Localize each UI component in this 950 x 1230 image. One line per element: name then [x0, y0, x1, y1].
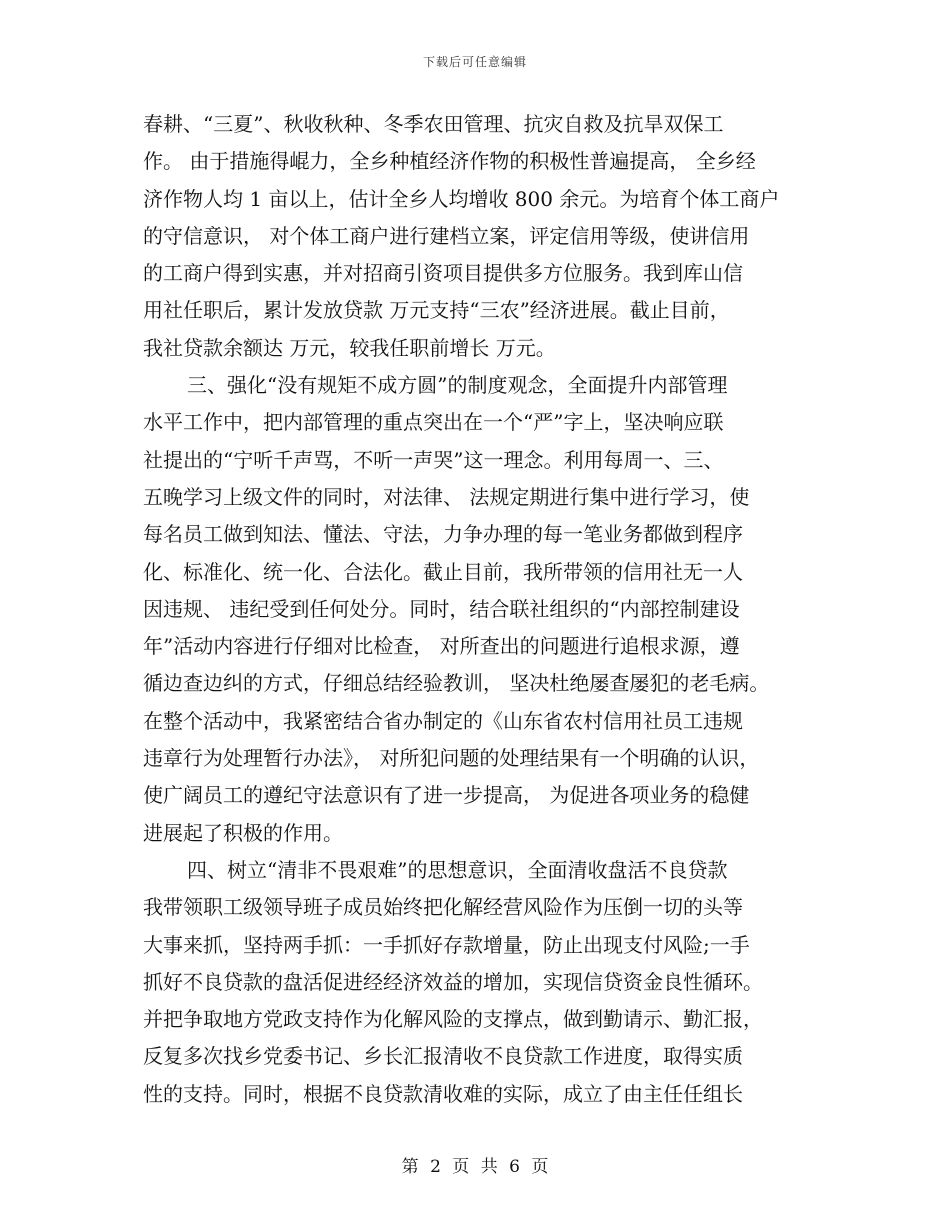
- body-line: 循边查边纠的方式，仔细总结经验教训， 坚决杜绝屡查屡犯的老毛病。: [143, 671, 770, 696]
- body-line: 反复多次找乡党委书记、乡长汇报清收不良贷款工作进度，取得实质: [143, 1044, 743, 1069]
- body-line: 济作物人均 1 亩以上，估计全乡人均增收 800 余元。为培育个体工商户: [143, 186, 780, 211]
- body-line: 我带领职工级领导班子成员始终把化解经营风险作为压倒一切的头等: [143, 895, 743, 920]
- body-line: 年”活动内容进行仔细对比检查， 对所查出的问题进行追根求源，遵: [143, 634, 740, 659]
- paragraph-three-start: 三、强化“没有规矩不成方圆”的制度观念，全面提升内部管理: [187, 373, 728, 398]
- document-body: [143, 106, 813, 1113]
- body-line: 的工商户得到实惠，并对招商引资项目提供多方位服务。我到库山信: [143, 261, 743, 286]
- body-line: 性的支持。同时，根据不良贷款清收难的实际，成立了由主任任组长: [143, 1081, 743, 1106]
- page-header: 下载后可任意编辑: [422, 55, 527, 69]
- body-line: 作。 由于措施得崐力，全乡种植经济作物的积极性普遍提高， 全乡经: [143, 149, 756, 174]
- body-line: 并把争取地方党政支持作为化解风险的支撑点，做到勤请示、勤汇报，: [143, 1007, 763, 1032]
- paragraph-four-start: 四、树立“清非不畏艰难”的思想意识，全面清收盘活不良贷款: [187, 857, 728, 882]
- body-line: 的守信意识， 对个体工商户进行建档立案，评定信用等级，使讲信用: [143, 223, 750, 248]
- body-line: 化、标准化、统一化、合法化。截止目前，我所带领的信用社无一人: [143, 559, 743, 584]
- body-line: 因违规、 违纪受到任何处分。同时，结合联社组织的“内部控制建设: [143, 596, 740, 621]
- body-line: 每名员工做到知法、懂法、守法，力争办理的每一笔业务都做到程序: [143, 522, 743, 547]
- body-line: 违章行为处理暂行办法》， 对所犯问题的处理结果有一个明确的认识，: [143, 746, 760, 771]
- body-line: 五晚学习上级文件的同时，对法律、 法规定期进行集中进行学习，使: [143, 484, 750, 509]
- body-line: 我社贷款余额达 万元，较我任职前增长 万元。: [143, 335, 556, 360]
- body-line: 大事来抓，坚持两手抓：一手抓好存款增量，防止出现支付风险;一手: [143, 932, 750, 957]
- body-line: 社提出的“宁听千声骂，不听一声哭”这一理念。利用每周一、三、: [143, 447, 724, 472]
- page-footer: 第 2 页 共 6 页: [401, 1157, 549, 1177]
- body-line: 春耕、“三夏”、秋收秋种、冬季农田管理、抗灾自救及抗旱双保工: [143, 112, 724, 136]
- body-line: 使广阔员工的遵纪守法意识有了进一步提高， 为促进各项业务的稳健: [143, 783, 750, 808]
- body-line: 抓好不良贷款的盘活促进经经济效益的增加，实现信贷资金良性循环。: [143, 969, 763, 994]
- body-line: 进展起了积极的作用。: [143, 820, 343, 845]
- body-line: 水平工作中，把内部管理的重点突出在一个“严”字上，坚决响应联: [143, 410, 724, 435]
- body-line: 在整个活动中，我紧密结合省办制定的《山东省农村信用社员工违规: [143, 708, 743, 733]
- body-line: 用社任职后，累计发放贷款 万元支持“三农”经济进展。截止目前，: [143, 298, 730, 323]
